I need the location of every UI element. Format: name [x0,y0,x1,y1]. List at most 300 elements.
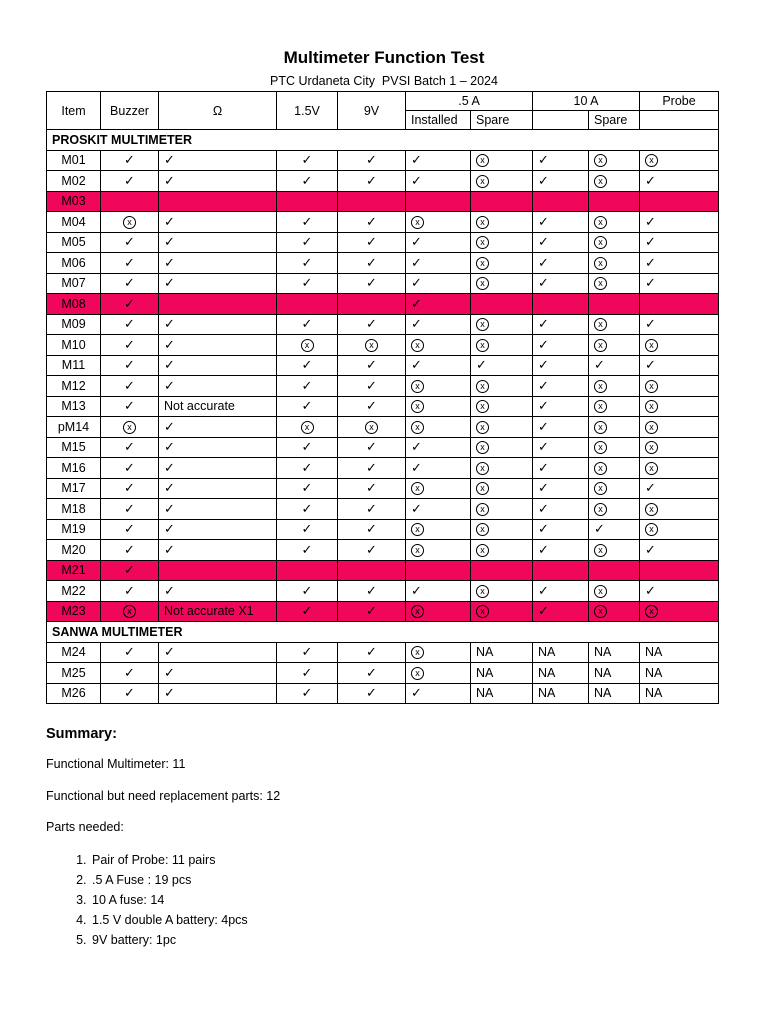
check-icon: ✓ [164,213,175,229]
result-cell [277,294,338,315]
result-cell [406,396,471,417]
result-cell [406,540,471,561]
check-icon: ✓ [124,500,135,516]
circled-x-icon: x [411,544,424,557]
result-cell [533,560,589,581]
result-cell [277,232,338,253]
item-id: M04 [47,212,101,233]
circled-x-icon: x [594,154,607,167]
check-icon: ✓ [164,234,175,250]
result-cell [277,253,338,274]
result-cell [589,253,640,274]
check-icon: ✓ [301,439,313,455]
result-cell [589,150,640,171]
check-icon: ✓ [164,521,175,537]
item-id: M22 [47,581,101,602]
result-cell [338,396,406,417]
result-cell [277,499,338,520]
check-icon: ✓ [366,275,377,291]
result-cell [640,232,719,253]
result-cell [406,663,471,684]
circled-x-icon: x [594,318,607,331]
parts-list-item: 5. 9V battery: 1pc [90,930,248,950]
check-icon: ✓ [366,254,377,270]
result-cell [101,560,159,581]
circled-x-icon: x [645,503,658,516]
parts-list-item: 2. .5 A Fuse : 19 pcs [90,870,248,890]
result-cell [277,417,338,438]
result-cell [406,683,471,704]
page-title: Multimeter Function Test [283,48,485,67]
table-row [47,253,719,274]
result-cell [406,273,471,294]
result-cell [533,294,589,315]
result-cell [533,212,589,233]
result-cell [640,273,719,294]
check-icon: ✓ [476,357,487,373]
result-cell [101,376,159,397]
circled-x-icon: x [123,605,136,618]
result-cell [159,376,277,397]
item-id: M24 [47,642,101,663]
result-cell [533,437,589,458]
check-icon: ✓ [164,644,175,660]
header-item: Item [47,92,101,130]
table-body [47,130,719,704]
result-cell [406,458,471,479]
circled-x-icon: x [476,257,489,270]
circled-x-icon: x [476,441,489,454]
item-id: M12 [47,376,101,397]
item-id: M13 [47,396,101,417]
check-icon: ✓ [124,357,135,373]
circled-x-icon: x [301,421,314,434]
result-cell [159,581,277,602]
result-cell [406,191,471,212]
result-cell [471,376,533,397]
result-cell [277,437,338,458]
circled-x-icon: x [645,523,658,536]
check-icon: ✓ [411,357,422,373]
check-icon: ✓ [645,234,656,250]
result-cell [589,171,640,192]
summary-title: Summary: [46,726,117,742]
circled-x-icon: x [476,523,489,536]
result-cell [338,642,406,663]
result-cell [589,376,640,397]
circled-x-icon: x [476,277,489,290]
result-cell [640,376,719,397]
result-cell [406,478,471,499]
item-id: M23 [47,601,101,622]
table-row [47,314,719,335]
result-cell [159,478,277,499]
result-cell [533,396,589,417]
section-label: SANWA MULTIMETER [47,622,719,643]
result-cell [533,253,589,274]
result-cell [640,601,719,622]
item-id: M07 [47,273,101,294]
check-icon: ✓ [164,172,175,188]
check-icon: ✓ [301,480,313,496]
result-cell [589,232,640,253]
circled-x-icon: x [645,154,658,167]
result-cell [533,499,589,520]
circled-x-icon: x [645,462,658,475]
check-icon: ✓ [538,582,549,598]
result-cell [589,540,640,561]
check-icon: ✓ [164,357,175,373]
circled-x-icon: x [411,523,424,536]
circled-x-icon: x [411,400,424,413]
check-icon: ✓ [301,664,313,680]
check-icon: ✓ [645,213,656,229]
check-icon: ✓ [301,172,313,188]
result-cell [101,540,159,561]
table-row [47,519,719,540]
table-row [47,171,719,192]
result-cell [101,417,159,438]
header-1-5v: 1.5V [277,92,338,130]
result-cell [338,171,406,192]
check-icon: ✓ [301,377,313,393]
result-cell [471,294,533,315]
parts-list-item: 3. 10 A fuse: 14 [90,890,248,910]
result-cell [640,437,719,458]
result-cell [101,499,159,520]
check-icon: ✓ [366,500,377,516]
check-icon: ✓ [164,459,175,475]
check-icon: ✓ [164,275,175,291]
result-cell [533,355,589,376]
circled-x-icon: x [476,236,489,249]
header-10a-spare: Spare [589,111,640,130]
circled-x-icon: x [594,441,607,454]
result-cell [101,663,159,684]
item-id: M25 [47,663,101,684]
check-icon: ✓ [366,172,377,188]
result-cell [277,560,338,581]
check-icon: ✓ [164,500,175,516]
result-text: NA [533,663,589,684]
result-cell [640,314,719,335]
result-cell [159,642,277,663]
circled-x-icon: x [476,216,489,229]
result-cell [471,396,533,417]
header-spare: Spare [471,111,533,130]
result-cell [159,335,277,356]
result-cell [640,478,719,499]
result-cell [338,150,406,171]
result-cell [338,232,406,253]
circled-x-icon: x [594,482,607,495]
check-icon: ✓ [645,316,656,332]
table-row [47,581,719,602]
result-cell [471,335,533,356]
circled-x-icon: x [476,503,489,516]
result-cell [101,171,159,192]
check-icon: ✓ [538,275,549,291]
result-cell [338,212,406,233]
result-cell [159,191,277,212]
result-cell [533,601,589,622]
check-icon: ✓ [301,521,313,537]
result-cell [277,191,338,212]
result-cell [640,519,719,540]
item-id: M20 [47,540,101,561]
check-icon: ✓ [645,172,656,188]
table-row [47,150,719,171]
result-text: Not accurate X1 [159,601,277,622]
result-cell [533,273,589,294]
check-icon: ✓ [124,172,135,188]
check-icon: ✓ [124,254,135,270]
result-cell [533,232,589,253]
result-cell [159,212,277,233]
result-text: NA [589,642,640,663]
result-cell [101,212,159,233]
check-icon: ✓ [538,398,549,414]
check-icon: ✓ [164,254,175,270]
result-cell [338,458,406,479]
circled-x-icon: x [476,154,489,167]
result-cell [101,191,159,212]
item-id: M17 [47,478,101,499]
circled-x-icon: x [594,585,607,598]
circled-x-icon: x [411,482,424,495]
result-cell [533,191,589,212]
result-cell [406,294,471,315]
result-cell [471,458,533,479]
table-row [47,294,719,315]
result-cell [533,171,589,192]
result-cell [640,212,719,233]
result-cell [589,437,640,458]
circled-x-icon: x [476,175,489,188]
result-cell [101,335,159,356]
result-cell [533,417,589,438]
circled-x-icon: x [411,421,424,434]
item-id: M21 [47,560,101,581]
result-cell [277,150,338,171]
result-text: NA [640,642,719,663]
check-icon: ✓ [366,582,377,598]
result-cell [471,253,533,274]
result-cell [159,171,277,192]
result-cell [406,314,471,335]
result-cell [589,314,640,335]
result-cell [338,601,406,622]
parts-label: Parts needed: [46,820,124,834]
table-row [47,232,719,253]
check-icon: ✓ [366,521,377,537]
result-cell [406,171,471,192]
result-cell [640,417,719,438]
section-row [47,130,719,151]
check-icon: ✓ [645,254,656,270]
item-id: M19 [47,519,101,540]
check-icon: ✓ [411,316,422,332]
check-icon: ✓ [124,234,135,250]
result-cell [533,335,589,356]
circled-x-icon: x [594,400,607,413]
item-id: M03 [47,191,101,212]
check-icon: ✓ [301,213,313,229]
circled-x-icon: x [594,236,607,249]
check-icon: ✓ [164,439,175,455]
result-cell [406,560,471,581]
check-icon: ✓ [301,582,313,598]
result-cell [159,253,277,274]
result-cell [533,458,589,479]
check-icon: ✓ [124,480,135,496]
item-id: M06 [47,253,101,274]
circled-x-icon: x [594,462,607,475]
check-icon: ✓ [301,398,313,414]
check-icon: ✓ [538,418,549,434]
result-cell [159,355,277,376]
result-cell [471,212,533,233]
check-icon: ✓ [538,336,549,352]
result-cell [338,683,406,704]
result-text: NA [471,663,533,684]
header-half-amp: .5 A [406,92,533,111]
check-icon: ✓ [124,316,135,332]
result-cell [589,519,640,540]
check-icon: ✓ [411,254,422,270]
result-cell [406,232,471,253]
result-cell [159,150,277,171]
check-icon: ✓ [411,439,422,455]
result-cell [533,519,589,540]
result-text: NA [640,663,719,684]
test-table [46,91,719,704]
check-icon: ✓ [366,480,377,496]
result-cell [406,335,471,356]
result-cell [338,417,406,438]
result-cell [471,314,533,335]
table-row [47,355,719,376]
result-cell [640,191,719,212]
check-icon: ✓ [538,213,549,229]
header-10-amp: 10 A [533,92,640,111]
item-id: M10 [47,335,101,356]
result-cell [277,642,338,663]
table-row [47,191,719,212]
result-cell [159,499,277,520]
result-cell [159,314,277,335]
item-id: M05 [47,232,101,253]
table-row [47,663,719,684]
result-cell [589,478,640,499]
result-cell [589,355,640,376]
result-cell [406,601,471,622]
result-cell [101,232,159,253]
result-cell [471,232,533,253]
result-text: NA [533,683,589,704]
circled-x-icon: x [476,605,489,618]
result-cell [159,683,277,704]
result-cell [471,601,533,622]
check-icon: ✓ [366,685,377,701]
result-cell [101,294,159,315]
table-row [47,437,719,458]
circled-x-icon: x [645,421,658,434]
check-icon: ✓ [645,480,656,496]
check-icon: ✓ [164,418,175,434]
check-icon: ✓ [538,521,549,537]
result-cell [471,355,533,376]
check-icon: ✓ [164,480,175,496]
result-text: Not accurate [159,396,277,417]
table-row [47,376,719,397]
result-cell [277,171,338,192]
check-icon: ✓ [124,336,135,352]
result-cell [101,683,159,704]
result-cell [277,376,338,397]
result-cell [338,294,406,315]
result-text: NA [471,642,533,663]
result-cell [589,458,640,479]
result-cell [338,355,406,376]
section-row [47,622,719,643]
result-cell [406,519,471,540]
header-installed: Installed [406,111,471,130]
circled-x-icon: x [594,421,607,434]
check-icon: ✓ [411,172,422,188]
result-cell [640,458,719,479]
result-cell [640,171,719,192]
check-icon: ✓ [538,459,549,475]
check-icon: ✓ [411,459,422,475]
check-icon: ✓ [164,377,175,393]
check-icon: ✓ [301,500,313,516]
check-icon: ✓ [538,480,549,496]
result-cell [338,519,406,540]
circled-x-icon: x [645,400,658,413]
result-cell [406,150,471,171]
check-icon: ✓ [164,152,175,168]
check-icon: ✓ [301,541,313,557]
header-10a-installed [533,111,589,130]
page-subtitle: PTC Urdaneta City PVSI Batch 1 – 2024 [270,74,498,88]
result-cell [338,335,406,356]
parts-list-item: 4. 1.5 V double A battery: 4pcs [90,910,248,930]
check-icon: ✓ [301,644,313,660]
result-cell [338,560,406,581]
result-cell [101,642,159,663]
result-text: NA [471,683,533,704]
result-cell [338,273,406,294]
result-cell [471,417,533,438]
result-cell [159,540,277,561]
result-cell [101,458,159,479]
check-icon: ✓ [124,439,135,455]
check-icon: ✓ [538,152,549,168]
circled-x-icon: x [365,421,378,434]
circled-x-icon: x [594,277,607,290]
check-icon: ✓ [164,336,175,352]
result-cell [338,437,406,458]
table-row [47,417,719,438]
parts-list-item: 1. Pair of Probe: 11 pairs [90,850,248,870]
check-icon: ✓ [301,254,313,270]
result-cell [640,253,719,274]
circled-x-icon: x [476,544,489,557]
check-icon: ✓ [411,275,422,291]
circled-x-icon: x [645,605,658,618]
result-cell [277,540,338,561]
